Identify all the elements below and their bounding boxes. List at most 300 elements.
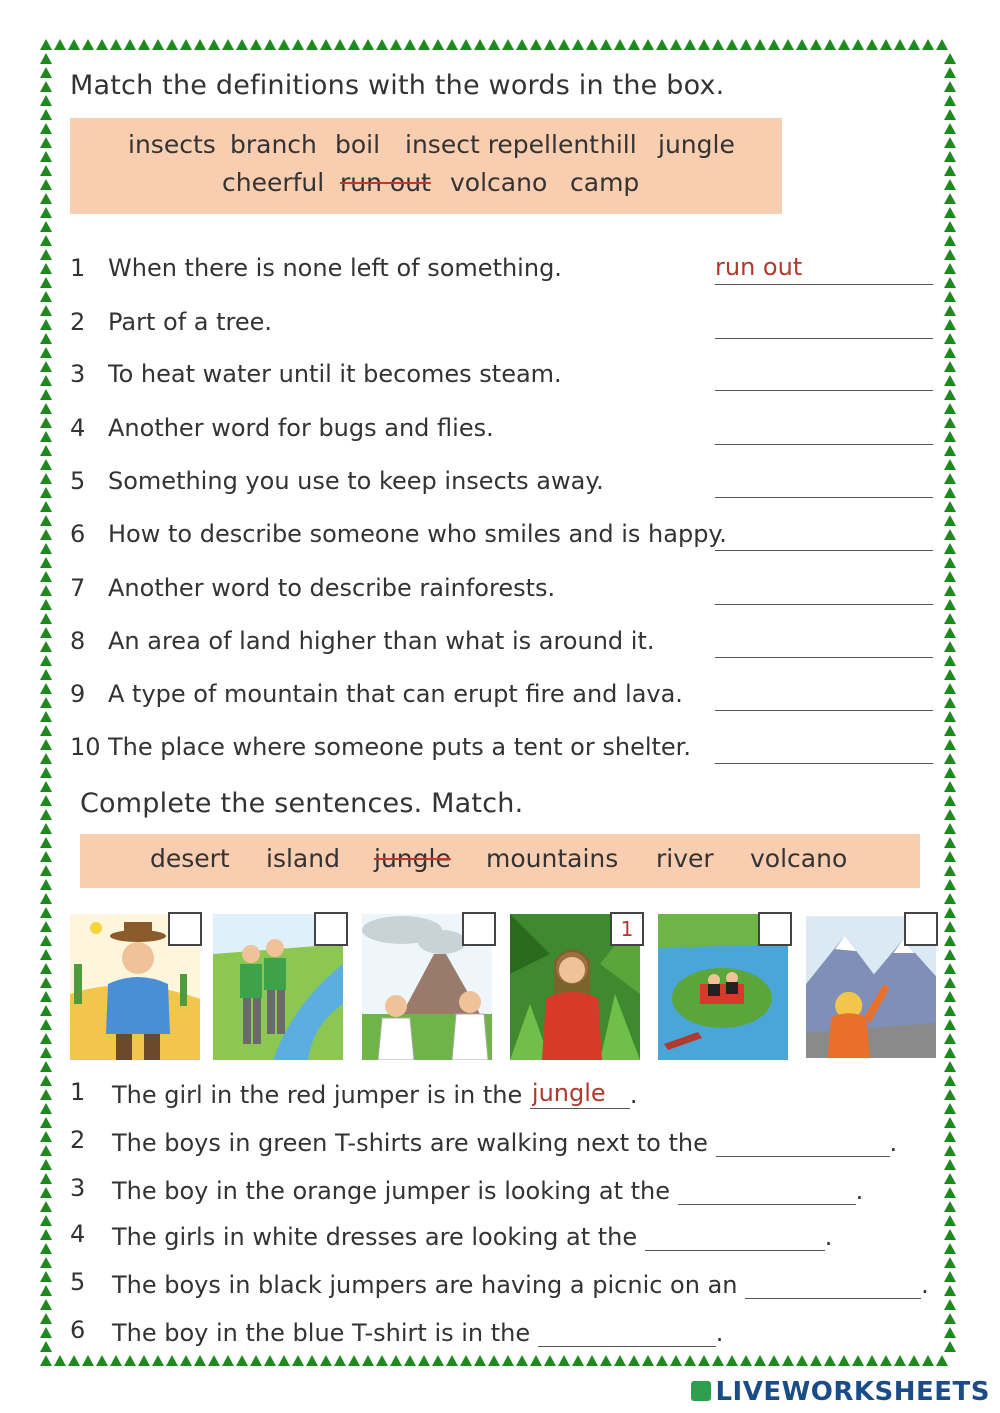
definition-answer-input[interactable] <box>715 570 933 605</box>
tree-icon <box>40 277 52 288</box>
tree-icon <box>180 1355 192 1366</box>
tree-icon <box>740 1355 752 1366</box>
tree-icon <box>944 795 956 806</box>
tree-icon <box>40 879 52 890</box>
tree-icon <box>754 39 766 50</box>
tree-icon <box>292 39 304 50</box>
tree-icon <box>558 39 570 50</box>
tree-icon <box>944 319 956 330</box>
section1-title: Match the definitions with the words in the box. <box>70 70 725 101</box>
tree-icon <box>40 1215 52 1226</box>
tree-icon <box>40 1299 52 1310</box>
tree-icon <box>40 39 52 50</box>
tree-icon <box>880 39 892 50</box>
definition-number: 2 <box>70 308 86 336</box>
definition-number: 5 <box>70 467 86 495</box>
tree-icon <box>944 543 956 554</box>
sentence-row <box>70 1218 940 1258</box>
tree-icon <box>40 459 52 470</box>
tree-icon <box>600 39 612 50</box>
tree-icon <box>944 1201 956 1212</box>
tree-icon <box>40 935 52 946</box>
tree-icon <box>110 39 122 50</box>
tree-icon <box>404 1355 416 1366</box>
tree-icon <box>944 403 956 414</box>
tree-icon <box>852 39 864 50</box>
tree-icon <box>944 235 956 246</box>
tree-icon <box>944 557 956 568</box>
tree-icon <box>944 991 956 1002</box>
tree-icon <box>944 1159 956 1170</box>
jungle-number-box[interactable]: 1 <box>610 912 644 946</box>
definition-text: Another word to describe rainforests. <box>108 574 556 602</box>
tree-icon <box>944 669 956 680</box>
tree-icon <box>614 39 626 50</box>
word-camp: camp <box>570 168 640 197</box>
sentence-period: . <box>889 1129 898 1157</box>
tree-icon <box>40 95 52 106</box>
definition-text: Another word for bugs and flies. <box>108 414 494 442</box>
sentence-line <box>112 1220 832 1251</box>
tree-icon <box>698 1355 710 1366</box>
tree-icon <box>684 39 696 50</box>
tree-icon <box>944 753 956 764</box>
sentence-text: The boys in black jumpers are having a picnic on an <box>112 1271 738 1299</box>
tree-icon <box>944 291 956 302</box>
tree-icon <box>40 557 52 568</box>
tree-icon <box>460 1355 472 1366</box>
sentence-answer-input[interactable] <box>678 1174 856 1205</box>
tree-icon <box>362 39 374 50</box>
tree-icon <box>222 39 234 50</box>
definition-answer-input[interactable] <box>715 516 933 551</box>
tree-icon <box>40 207 52 218</box>
tree-icon <box>40 1285 52 1296</box>
tree-icon <box>944 445 956 456</box>
tree-icon <box>418 1355 430 1366</box>
volcano-number-box[interactable] <box>462 912 496 946</box>
tree-icon <box>600 1355 612 1366</box>
sentence-period: . <box>824 1223 833 1251</box>
tree-icon <box>40 193 52 204</box>
tree-icon <box>40 739 52 750</box>
tree-icon <box>40 319 52 330</box>
tree-icon <box>40 865 52 876</box>
definition-answer-input[interactable] <box>715 410 933 445</box>
tree-icon <box>944 1229 956 1240</box>
tree-icon <box>40 1117 52 1128</box>
tree-icon <box>944 1019 956 1030</box>
tree-icon <box>944 179 956 190</box>
tree-icon <box>40 473 52 484</box>
tree-icon <box>908 39 920 50</box>
tree-icon <box>40 851 52 862</box>
tree-icon <box>944 977 956 988</box>
tree-icon <box>754 1355 766 1366</box>
tree-icon <box>824 1355 836 1366</box>
tree-icon <box>698 39 710 50</box>
tree-icon <box>586 39 598 50</box>
tree-icon <box>944 865 956 876</box>
tree-icon <box>782 39 794 50</box>
tree-icon <box>40 1257 52 1268</box>
tree-icon <box>320 39 332 50</box>
tree-icon <box>768 39 780 50</box>
definition-row <box>70 570 940 610</box>
tree-icon <box>530 1355 542 1366</box>
tree-icon <box>40 1243 52 1254</box>
definition-row <box>70 463 940 503</box>
tree-icon <box>502 1355 514 1366</box>
tree-icon <box>40 1313 52 1324</box>
tree-icon <box>40 151 52 162</box>
tree-icon <box>432 1355 444 1366</box>
tree-icon <box>944 1145 956 1156</box>
tree-icon <box>712 1355 724 1366</box>
tree-icon <box>726 39 738 50</box>
tree-icon <box>944 627 956 638</box>
tree-icon <box>40 1341 52 1352</box>
tree-icon <box>474 39 486 50</box>
definition-answer-input[interactable] <box>715 676 933 711</box>
tree-icon <box>40 963 52 974</box>
tree-icon <box>944 151 956 162</box>
tree-icon <box>944 193 956 204</box>
tree-icon <box>138 39 150 50</box>
tree-icon <box>40 305 52 316</box>
tree-icon <box>944 109 956 120</box>
tree-icon <box>558 1355 570 1366</box>
tree-icon <box>264 39 276 50</box>
definition-number: 7 <box>70 574 86 602</box>
sentence-number: 1 <box>70 1078 86 1106</box>
tree-icon <box>124 39 136 50</box>
mountains-number-box[interactable] <box>904 912 938 946</box>
tree-icon <box>40 1159 52 1170</box>
tree-icon <box>68 39 80 50</box>
tree-icon <box>642 1355 654 1366</box>
tree-icon <box>944 1103 956 1114</box>
desert-number-box[interactable] <box>168 912 202 946</box>
tree-icon <box>348 1355 360 1366</box>
tree-icon <box>292 1355 304 1366</box>
tree-icon <box>810 39 822 50</box>
sentence-answer-input[interactable] <box>716 1126 890 1157</box>
tree-icon <box>40 991 52 1002</box>
tree-icon <box>944 263 956 274</box>
sentence-period: . <box>921 1271 929 1299</box>
tree-icon <box>40 1131 52 1142</box>
tree-icon <box>40 109 52 120</box>
tree-icon <box>852 1355 864 1366</box>
tree-icon <box>944 123 956 134</box>
tree-icon <box>40 1201 52 1212</box>
definition-row <box>70 516 940 556</box>
tree-icon <box>880 1355 892 1366</box>
tree-icon <box>40 1229 52 1240</box>
word-boil: boil <box>335 130 381 159</box>
tree-icon <box>40 1103 52 1114</box>
tree-icon <box>152 1355 164 1366</box>
tree-icon <box>944 277 956 288</box>
tree-icon <box>824 39 836 50</box>
tree-icon <box>768 1355 780 1366</box>
sentence-period: . <box>629 1081 638 1109</box>
tree-icon <box>944 893 956 904</box>
tree-icon <box>894 1355 906 1366</box>
tree-icon <box>670 39 682 50</box>
sentence-number: 3 <box>70 1174 86 1202</box>
tree-icon <box>40 375 52 386</box>
tree-icon <box>944 823 956 834</box>
word-branch: branch <box>230 130 317 159</box>
tree-icon <box>166 1355 178 1366</box>
tree-icon <box>642 39 654 50</box>
tree-icon <box>944 599 956 610</box>
definition-number: 3 <box>70 360 86 388</box>
tree-icon <box>236 39 248 50</box>
tree-icon <box>40 627 52 638</box>
section2-title: Complete the sentences. Match. <box>80 788 524 819</box>
tree-icon <box>944 725 956 736</box>
sentence-number: 2 <box>70 1126 86 1154</box>
sentence-number: 6 <box>70 1316 86 1344</box>
tree-icon <box>944 1271 956 1282</box>
tree-icon <box>306 1355 318 1366</box>
tree-icon <box>866 1355 878 1366</box>
tree-icon <box>40 1005 52 1016</box>
tree-icon <box>40 53 52 64</box>
definition-text: An area of land higher than what is around it. <box>108 627 655 655</box>
word-cheerful: cheerful <box>222 168 325 197</box>
tree-icon <box>944 487 956 498</box>
tree-icon <box>586 1355 598 1366</box>
sentence-row <box>70 1266 940 1306</box>
tree-icon <box>40 291 52 302</box>
section2-word-box <box>80 834 920 888</box>
tree-icon <box>432 39 444 50</box>
tree-icon <box>40 235 52 246</box>
tree-icon <box>40 1271 52 1282</box>
tree-icon <box>348 39 360 50</box>
tree-icon <box>670 1355 682 1366</box>
tree-icon <box>40 1047 52 1058</box>
tree-icon <box>40 669 52 680</box>
tree-icon <box>944 767 956 778</box>
sentence-period: . <box>855 1177 864 1205</box>
tree-icon <box>180 39 192 50</box>
tree-icon <box>96 1355 108 1366</box>
tree-icon <box>796 1355 808 1366</box>
tree-icon <box>944 571 956 582</box>
tree-icon <box>460 39 472 50</box>
tree-icon <box>40 333 52 344</box>
tree-icon <box>82 1355 94 1366</box>
tree-icon <box>944 347 956 358</box>
tree-icon <box>320 1355 332 1366</box>
tree-icon <box>894 39 906 50</box>
definition-answer-input[interactable] <box>715 463 933 498</box>
tree-icon <box>866 39 878 50</box>
definition-text: How to describe someone who smiles and is happy. <box>108 520 727 548</box>
definition-answer-input[interactable] <box>715 250 933 285</box>
tree-icon <box>390 1355 402 1366</box>
tree-icon <box>194 1355 206 1366</box>
tree-icon <box>944 711 956 722</box>
tree-icon <box>684 1355 696 1366</box>
island-number-box[interactable] <box>758 912 792 946</box>
word-island: island <box>266 844 340 873</box>
tree-icon <box>40 137 52 148</box>
word-insect-repellent: insect repellent <box>405 130 599 159</box>
tree-icon <box>572 1355 584 1366</box>
tree-icon <box>40 529 52 540</box>
tree-icon <box>944 683 956 694</box>
tree-icon <box>474 1355 486 1366</box>
tree-icon <box>944 67 956 78</box>
tree-icon <box>572 39 584 50</box>
tree-icon <box>250 39 262 50</box>
tree-icon <box>334 1355 346 1366</box>
tree-icon <box>278 39 290 50</box>
tree-icon <box>334 39 346 50</box>
tree-icon <box>40 221 52 232</box>
tree-icon <box>712 39 724 50</box>
logo-text: LIVEWORKSHEETS <box>715 1377 990 1407</box>
river-number-box[interactable] <box>314 912 348 946</box>
definition-text: The place where someone puts a tent or shelter. <box>108 733 691 761</box>
tree-icon <box>838 39 850 50</box>
tree-icon <box>40 263 52 274</box>
word-insects: insects <box>128 130 216 159</box>
sentence-row <box>70 1076 940 1116</box>
tree-icon <box>40 165 52 176</box>
tree-icon <box>40 81 52 92</box>
definition-text: When there is none left of something. <box>108 254 562 282</box>
tree-icon <box>40 725 52 736</box>
tree-icon <box>40 837 52 848</box>
tree-icon <box>656 1355 668 1366</box>
tree-icon <box>908 1355 920 1366</box>
sentence-answer-input[interactable] <box>745 1268 921 1299</box>
tree-icon <box>944 221 956 232</box>
tree-icon <box>40 1075 52 1086</box>
tree-icon <box>516 1355 528 1366</box>
sentence-answer-input[interactable] <box>530 1078 630 1109</box>
definition-answer-input[interactable] <box>715 729 933 764</box>
tree-icon <box>944 739 956 750</box>
tree-icon <box>124 1355 136 1366</box>
definition-answer-input[interactable] <box>715 623 933 658</box>
tree-icon <box>40 1145 52 1156</box>
tree-icon <box>796 39 808 50</box>
tree-icon <box>40 599 52 610</box>
section1-word-box <box>70 118 782 214</box>
tree-icon <box>40 389 52 400</box>
tree-icon <box>944 1215 956 1226</box>
tree-icon <box>838 1355 850 1366</box>
definition-number: 9 <box>70 680 86 708</box>
tree-icon <box>944 585 956 596</box>
tree-icon <box>40 977 52 988</box>
tree-icon <box>944 1061 956 1072</box>
definition-text: To heat water until it becomes steam. <box>108 360 562 388</box>
definition-answer-input[interactable] <box>715 304 933 339</box>
tree-icon <box>944 935 956 946</box>
tree-icon <box>944 963 956 974</box>
tree-icon <box>922 39 934 50</box>
tree-icon <box>944 95 956 106</box>
sentence-line <box>112 1316 723 1347</box>
tree-icon <box>40 781 52 792</box>
tree-icon <box>40 1061 52 1072</box>
tree-icon <box>404 39 416 50</box>
tree-icon <box>944 1299 956 1310</box>
tree-icon <box>944 1243 956 1254</box>
tree-icon <box>944 851 956 862</box>
tree-icon <box>544 1355 556 1366</box>
tree-icon <box>614 1355 626 1366</box>
sentence-answer-input[interactable] <box>645 1220 825 1251</box>
definition-row <box>70 676 940 716</box>
tree-icon <box>40 613 52 624</box>
tree-icon <box>96 39 108 50</box>
tree-icon <box>488 1355 500 1366</box>
tree-icon <box>110 1355 122 1366</box>
tree-icon <box>944 1075 956 1086</box>
tree-icon <box>488 39 500 50</box>
tree-icon <box>944 1117 956 1128</box>
tree-icon <box>390 39 402 50</box>
sentence-answer-input[interactable] <box>538 1316 716 1347</box>
sentence-number: 4 <box>70 1220 86 1248</box>
tree-icon <box>40 585 52 596</box>
tree-icon <box>40 431 52 442</box>
tree-icon <box>68 1355 80 1366</box>
sentence-line <box>112 1268 929 1299</box>
tree-icon <box>40 1355 52 1366</box>
tree-icon <box>944 613 956 624</box>
tree-icon <box>138 1355 150 1366</box>
tree-icon <box>152 39 164 50</box>
tree-icon <box>944 431 956 442</box>
word-volcano: volcano <box>750 844 848 873</box>
tree-icon <box>40 809 52 820</box>
tree-icon <box>40 921 52 932</box>
tree-icon <box>278 1355 290 1366</box>
tree-icon <box>944 907 956 918</box>
tree-icon <box>944 473 956 484</box>
tree-icon <box>944 1089 956 1100</box>
tree-icon <box>40 641 52 652</box>
tree-icon <box>362 1355 374 1366</box>
definition-answer-input[interactable] <box>715 356 933 391</box>
tree-icon <box>40 123 52 134</box>
sentence-text: The boy in the orange jumper is looking at the <box>112 1177 670 1205</box>
tree-icon <box>516 39 528 50</box>
tree-icon <box>944 81 956 92</box>
definition-row <box>70 410 940 450</box>
tree-icon <box>40 711 52 722</box>
tree-icon <box>544 39 556 50</box>
tree-icon <box>944 515 956 526</box>
tree-icon <box>40 1327 52 1338</box>
tree-icon <box>306 39 318 50</box>
sentence-row <box>70 1124 940 1164</box>
tree-icon <box>944 921 956 932</box>
word-run-out-struck: run out <box>340 168 431 197</box>
word-jungle-struck: jungle <box>374 844 451 873</box>
